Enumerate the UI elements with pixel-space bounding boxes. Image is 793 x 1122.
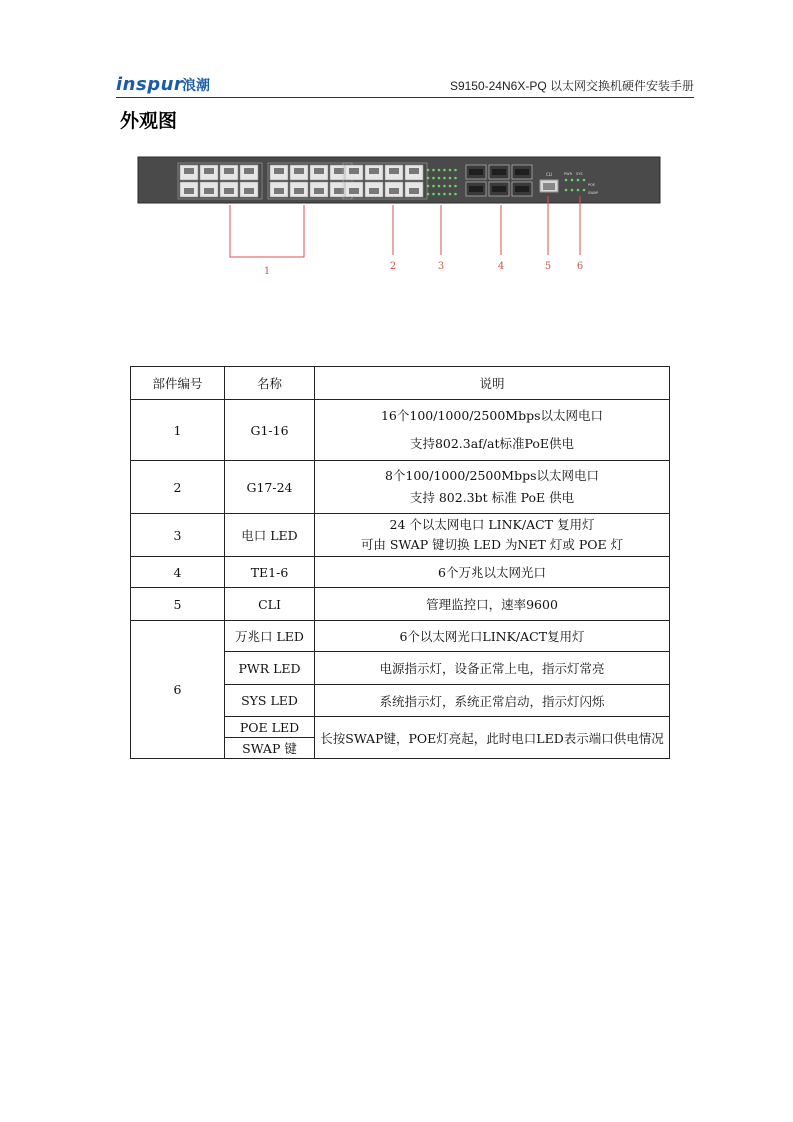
port-led [454,185,457,188]
desc-line: 8个100/1000/2500Mbps以太网电口 [384,468,600,483]
table-row [131,514,670,557]
rj45-port-socket [224,168,234,174]
rj45-port-socket [409,168,419,174]
rj45-port-socket [409,188,419,194]
row-id: 3 [131,514,225,557]
row-name: G1-16 [225,400,315,461]
row-desc [315,514,670,557]
rj45-port-socket [314,168,324,174]
header-desc: 说明 [315,367,670,400]
callout-4: 4 [497,261,505,272]
rj45-port-socket [294,168,304,174]
row-id: 1 [131,400,225,461]
table-row [131,400,670,461]
rj45-port-socket [274,188,284,194]
callout-lines [230,196,580,257]
inspur-logo: inspur [116,74,184,95]
table-row [131,557,670,588]
header-divider [116,97,694,98]
row-name: 万兆口 LED [225,621,315,652]
header-id: 部件编号 [131,367,225,400]
port-led [449,193,452,196]
callout-5: 5 [544,261,552,272]
rj45-port-socket [244,168,254,174]
callout-6: 6 [576,261,584,272]
callout-1: 1 [263,266,271,277]
sfp-port-slot [492,186,506,192]
desc-line: 16个100/1000/2500Mbps以太网电口 [380,408,604,423]
row-name: G17-24 [225,461,315,514]
port-led [454,169,457,172]
port-led [438,193,441,196]
row-name: 电口 LED [225,514,315,557]
row-desc: 电源指示灯，设备正常上电，指示灯常亮 [315,652,670,685]
row-name: SWAP 键 [225,738,315,759]
row-desc [315,400,670,461]
header-name: 名称 [225,367,315,400]
port-led [438,185,441,188]
rj45-port-socket [369,188,379,194]
port-led [438,169,441,172]
callout-3: 3 [437,261,445,272]
rj45-port-socket [184,188,194,194]
console-label: CLI [546,172,553,177]
inspur-logo-cn: 浪潮 [182,78,210,94]
callout-2: 2 [389,261,397,272]
rj45-port-socket [334,168,344,174]
table-row [131,621,670,652]
port-led [449,185,452,188]
port-led [432,193,435,196]
port-led [443,193,446,196]
port-led [443,169,446,172]
row-desc [315,461,670,514]
section-title: 外观图 [120,110,178,132]
port-led [432,177,435,180]
rj45-port-socket [274,168,284,174]
port-led [432,185,435,188]
row-name: TE1-6 [225,557,315,588]
rj45-port-socket [314,188,324,194]
rj45-port-socket [184,168,194,174]
port-led [427,177,430,180]
rj45-port-socket [244,188,254,194]
port-led [454,193,457,196]
row-desc: 系统指示灯，系统正常启动，指示灯闪烁 [315,685,670,717]
port-led [443,185,446,188]
port-led [454,177,457,180]
sfp-port-slot [469,169,483,175]
row-desc: 长按SWAP键，POE灯亮起，此时电口LED表示端口供电情况 [315,717,670,759]
rj45-port-socket [389,188,399,194]
rj45-port-socket [204,168,214,174]
rj45-port-socket [349,168,359,174]
port-led [427,193,430,196]
rj45-port-socket [369,168,379,174]
desc-line: 支持 802.3bt 标准 PoE 供电 [409,490,575,505]
row-desc: 6个以太网光口LINK/ACT复用灯 [315,621,670,652]
row-id: 2 [131,461,225,514]
port-led [449,169,452,172]
row-name: PWR LED [225,652,315,685]
rj45-port-socket [294,188,304,194]
row-desc: 6个万兆以太网光口 [315,557,670,588]
parts-table [130,366,670,759]
port-led [449,177,452,180]
swap-label: SWAP [588,191,598,195]
rj45-port-socket [349,188,359,194]
rj45-port-socket [224,188,234,194]
port-led [443,177,446,180]
desc-line: 24 个以太网电口 LINK/ACT 复用灯 [389,517,595,532]
port-led [427,169,430,172]
sfp-port-slot [469,186,483,192]
desc-line: 可由 SWAP 键切换 LED 为NET 灯或 POE 灯 [360,537,624,552]
row-id: 4 [131,557,225,588]
row-desc: 管理监控口，速率9600 [315,588,670,621]
document-title: S9150-24N6X-PQ 以太网交换机硬件安装手册 [449,79,694,93]
sfp-port-slot [492,169,506,175]
table-row [131,588,670,621]
pwr-label: PWR [564,172,573,176]
rj45-port-socket [389,168,399,174]
page-header [116,72,694,98]
port-led [427,185,430,188]
row-name: SYS LED [225,685,315,717]
sfp-port-slot [515,186,529,192]
table-row [131,461,670,514]
table-header-row [131,367,670,400]
row-name: POE LED [225,717,315,738]
port-led [432,169,435,172]
poe-label: POE [588,183,596,187]
row-name: CLI [225,588,315,621]
sfp-port-slot [515,169,529,175]
desc-line: 支持802.3af/at标准PoE供电 [409,436,575,451]
rj45-port-socket [334,188,344,194]
port-led [438,177,441,180]
sys-label: SYS [576,172,583,176]
switch-front-panel-figure [110,150,670,285]
rj45-port-socket [204,188,214,194]
row-id: 6 [131,621,225,759]
row-id: 5 [131,588,225,621]
